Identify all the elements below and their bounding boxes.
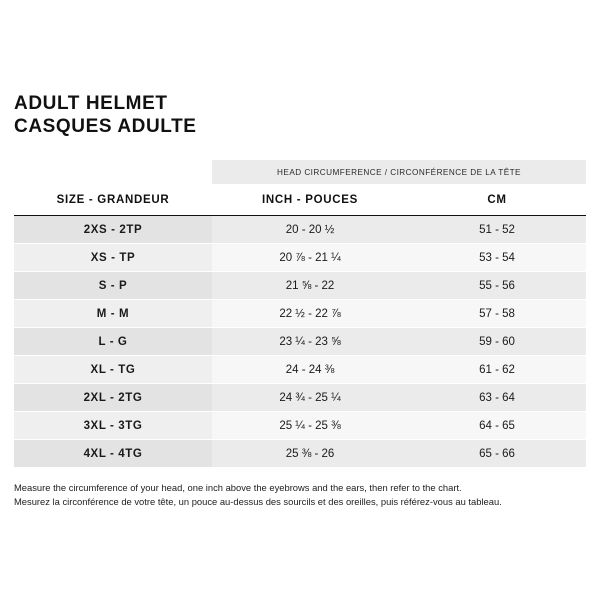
table-row — [14, 328, 586, 356]
cell-size: 3XL - 3TG — [14, 412, 212, 440]
table-group-header-row — [14, 160, 586, 185]
cell-inch: 24 ¾ - 25 ¼ — [212, 384, 408, 412]
column-header-size: SIZE - GRANDEUR — [56, 194, 170, 207]
note-en: Measure the circumference of your head, one inch above the eyebrows and the ears, then refer to the chart. — [14, 482, 462, 494]
cell-size: 4XL - 4TG — [14, 440, 212, 468]
cell-cm: 53 - 54 — [408, 244, 586, 272]
table-row — [14, 272, 586, 300]
cell-cm: 61 - 62 — [408, 356, 586, 384]
cell-size: M - M — [14, 300, 212, 328]
cell-inch: 20 - 20 ½ — [212, 216, 408, 244]
title-line-en: ADULT HELMET — [14, 93, 168, 114]
cell-inch: 20 ⅞ - 21 ¼ — [212, 244, 408, 272]
table-row — [14, 216, 586, 244]
cell-cm: 64 - 65 — [408, 412, 586, 440]
table-row — [14, 384, 586, 412]
table-row — [14, 356, 586, 384]
table-row — [14, 244, 586, 272]
measurement-notes — [14, 481, 586, 508]
note-fr: Mesurez la circonférence de votre tête, un pouce au-dessus des sourcils et des oreilles, puis référez-vous au tableau. — [14, 495, 502, 507]
title-line-fr: CASQUES ADULTE — [14, 116, 197, 138]
cell-cm: 51 - 52 — [408, 216, 586, 244]
cell-size: XS - TP — [14, 244, 212, 272]
cell-cm: 55 - 56 — [408, 272, 586, 300]
table-column-header-row — [14, 185, 586, 216]
size-chart-table — [14, 160, 586, 468]
cell-size: S - P — [14, 272, 212, 300]
cell-inch: 22 ½ - 22 ⅞ — [212, 300, 408, 328]
cell-inch: 23 ¼ - 23 ⅝ — [212, 328, 408, 356]
cell-inch: 21 ⅝ - 22 — [212, 272, 408, 300]
cell-inch: 25 ⅜ - 26 — [212, 440, 408, 468]
table-row — [14, 300, 586, 328]
cell-size: 2XL - 2TG — [14, 384, 212, 412]
cell-inch: 24 - 24 ⅜ — [212, 356, 408, 384]
cell-size: XL - TG — [14, 356, 212, 384]
cell-cm: 59 - 60 — [408, 328, 586, 356]
group-header-spacer — [14, 160, 212, 185]
column-header-inch: INCH - POUCES — [262, 194, 358, 207]
cell-cm: 65 - 66 — [408, 440, 586, 468]
table-row — [14, 440, 586, 468]
table-row — [14, 412, 586, 440]
page-title — [14, 0, 586, 138]
cell-size: 2XS - 2TP — [14, 216, 212, 244]
cell-size: L - G — [14, 328, 212, 356]
group-header-circumference: HEAD CIRCUMFERENCE / CIRCONFÉRENCE DE LA TÊTE — [212, 160, 586, 185]
column-header-cm: CM — [487, 194, 507, 207]
table-body — [14, 216, 586, 468]
cell-cm: 63 - 64 — [408, 384, 586, 412]
cell-inch: 25 ¼ - 25 ⅜ — [212, 412, 408, 440]
cell-cm: 57 - 58 — [408, 300, 586, 328]
